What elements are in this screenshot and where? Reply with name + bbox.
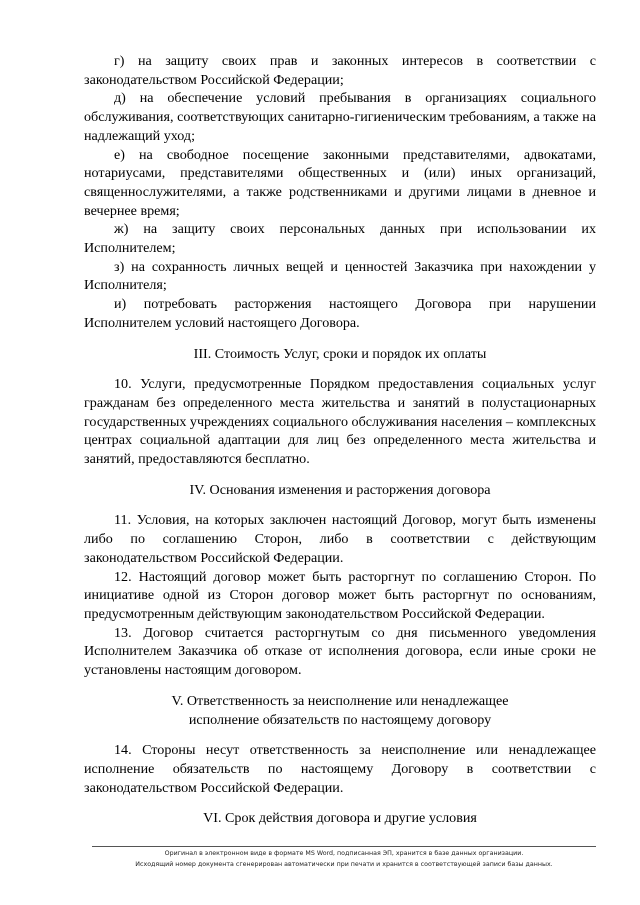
- right-item-d: д) на обеспечение условий пребывания в организациях социального обслуживания, соответствующих санитарно-гигиеническим требованиям, а также на надлежащий уход;: [84, 90, 596, 144]
- footer-line-2: Исходящий номер документа сгенерирован автоматически при печати и хранится в соответствующей записи базы данных.: [135, 860, 553, 868]
- section-4-heading: IV. Основания изменения и расторжения договора: [189, 481, 491, 498]
- right-item-i: и) потребовать расторжения настоящего Договора при нарушении Исполнителем условий настоящего Договора.: [84, 296, 596, 331]
- footer-divider: [92, 846, 596, 847]
- right-item-e: е) на свободное посещение законными представителями, адвокатами, нотариусами, представителями общественных и (или) иных организаций, священнослужителями, а также родственниками и другими лицами в дневное и вечернее время;: [84, 146, 596, 219]
- right-item-zh: ж) на защиту своих персональных данных при использовании их Исполнителем;: [84, 221, 596, 257]
- paragraph-13: 13. Договор считается расторгнутым со дня письменного уведомления Исполнителем Заказчика об отказе от исполнения договора, если иные сроки не установлены настоящим договором.: [84, 624, 596, 679]
- paragraph-12: 12. Настоящий договор может быть расторгнут по соглашению Сторон. По инициативе одной из Сторон договор может быть расторгнут по основаниям, предусмотренным действующим законодательством Российской Федерации.: [84, 568, 596, 622]
- document-body: [84, 52, 596, 828]
- section-3-heading: III. Стоимость Услуг, сроки и порядок их оплаты: [193, 345, 487, 362]
- section-5-heading-line2: исполнение обязательств по настоящему договору: [188, 711, 492, 728]
- section-5-heading-line1: V. Ответственность за неисполнение или ненадлежащее: [171, 692, 509, 709]
- paragraph-10: 10. Услуги, предусмотренные Порядком предоставления социальных услуг гражданам без определенного места жительства и занятий в полустационарных государственных учреждениях социального обслуживания населения – комплексных центрах социальной адаптации для лиц без определенного места жительства и занятий, предоставляются бесплатно.: [84, 376, 596, 468]
- paragraph-14: 14. Стороны несут ответственность за неисполнение или ненадлежащее исполнение обязательств по настоящему Договору в соответствии с законодательством Российской Федерации.: [84, 742, 596, 796]
- section-6-heading: VI. Срок действия договора и другие условия: [203, 810, 477, 827]
- paragraph-11: 11. Условия, на которых заключен настоящий Договор, могут быть изменены либо по соглашению Сторон, либо в соответствии с действующим законодательством Российской Федерации.: [84, 512, 596, 566]
- right-item-g: г) на защиту своих прав и законных интересов в соответствии с законодательством Российской Федерации;: [84, 53, 596, 88]
- footer-line-1: Оригинал в электронном виде в формате MS Word, подписанная ЭП, хранится в базе данных организации.: [164, 850, 524, 857]
- right-item-z: з) на сохранность личных вещей и ценностей Заказчика при нахождении у Исполнителя;: [84, 258, 596, 294]
- page-footer: [84, 849, 604, 870]
- section-5-heading: [84, 692, 596, 729]
